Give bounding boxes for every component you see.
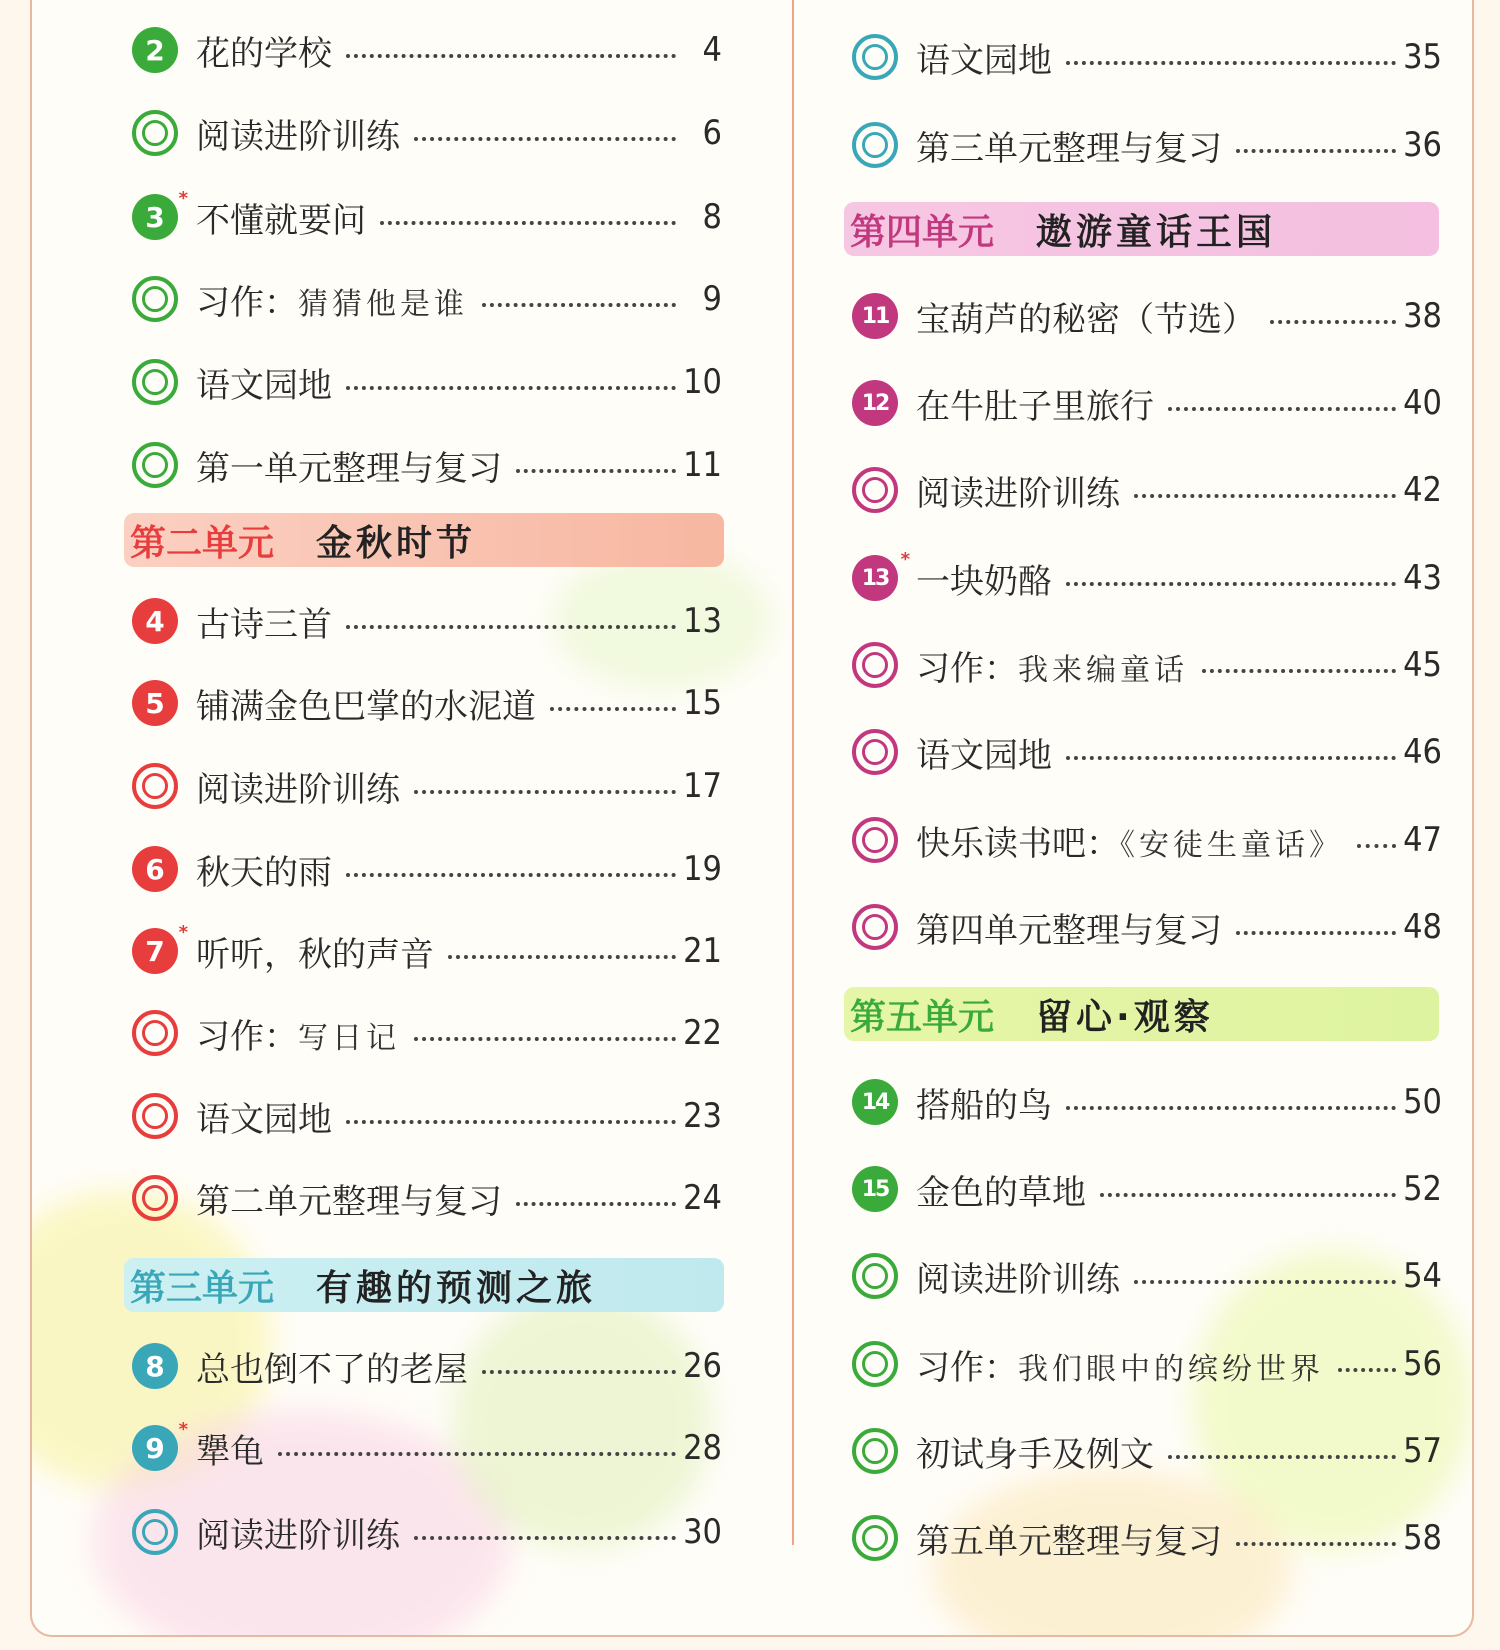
- optional-star-mark: *: [178, 922, 188, 943]
- unit-theme: 留心·观察: [1036, 996, 1214, 1038]
- page-number: 30: [683, 1512, 722, 1552]
- circle-icon: [132, 276, 178, 322]
- page-number: 9: [702, 279, 722, 319]
- entry-title: [196, 109, 400, 158]
- dot-leader: [1066, 1106, 1396, 1110]
- entry-title-text: 习作：: [196, 1016, 298, 1057]
- entry-title-text: 秋天的雨: [196, 852, 332, 893]
- optional-star-mark: *: [178, 188, 188, 209]
- toc-entry[interactable]: [852, 1513, 1442, 1563]
- entry-title-text: 总也倒不了的老屋: [196, 1349, 468, 1390]
- toc-entry[interactable]: [852, 32, 1442, 82]
- toc-entry[interactable]: [132, 274, 722, 324]
- unit-theme: 有趣的预测之旅: [316, 1267, 597, 1309]
- entry-title: [916, 641, 1188, 690]
- entry-title-text: 一块奶酪: [916, 561, 1052, 602]
- dot-leader: [346, 625, 676, 629]
- circle-icon: [132, 1509, 178, 1555]
- toc-entry[interactable]: [132, 1091, 722, 1141]
- page-number: 58: [1403, 1518, 1442, 1558]
- lesson-number-badge: [852, 293, 898, 339]
- entry-title-text: 听听，秋的声音: [196, 934, 434, 975]
- toc-entry[interactable]: [132, 1507, 722, 1557]
- entry-title: [196, 193, 366, 242]
- lesson-number-badge: [852, 380, 898, 426]
- toc-entry[interactable]: [852, 902, 1442, 952]
- toc-entry[interactable]: [132, 596, 722, 646]
- page-number: 26: [683, 1346, 722, 1386]
- entry-title: [196, 927, 434, 976]
- unit-theme: 遨游童话王国: [1036, 211, 1277, 253]
- entry-title-text: 语文园地: [916, 735, 1052, 776]
- dot-leader: [414, 137, 676, 141]
- entry-title: [196, 762, 400, 811]
- unit-label: 第五单元: [850, 996, 995, 1038]
- entry-title-text: 初试身手及例文: [916, 1434, 1154, 1475]
- circle-icon: [852, 467, 898, 513]
- dot-leader: [482, 1370, 676, 1374]
- page-number: 38: [1403, 296, 1442, 336]
- dot-leader: [1134, 1280, 1396, 1284]
- dot-leader: [516, 469, 676, 473]
- entry-title-text: 习作：: [916, 1347, 1018, 1388]
- entry-title: [196, 1009, 400, 1058]
- circle-icon: [132, 359, 178, 405]
- page-number: 28: [683, 1428, 722, 1468]
- entry-title-text: 阅读进阶训练: [196, 1515, 400, 1556]
- toc-entry[interactable]: [132, 1419, 722, 1473]
- page-number: 36: [1403, 125, 1442, 165]
- lesson-number-badge: [132, 922, 188, 974]
- page-number: 40: [1403, 383, 1442, 423]
- page-number: 15: [683, 683, 722, 723]
- dot-leader: [346, 873, 676, 877]
- toc-entry[interactable]: [852, 1426, 1442, 1476]
- dot-leader: [1134, 494, 1396, 498]
- entry-title: [196, 1174, 502, 1223]
- entry-title: [196, 597, 332, 646]
- entry-title: [196, 441, 502, 490]
- entry-title-text: 阅读进阶训练: [916, 473, 1120, 514]
- toc-entry[interactable]: [132, 922, 722, 976]
- entry-title-text: 搭船的鸟: [916, 1085, 1052, 1126]
- entry-title-text: 第五单元整理与复习: [916, 1521, 1222, 1562]
- lesson-number-badge: [132, 598, 178, 644]
- dot-leader: [414, 1536, 676, 1540]
- lesson-number-badge: [852, 1079, 898, 1125]
- unit-header: [844, 202, 1439, 256]
- entry-title-text: 习作：: [916, 648, 1018, 689]
- lesson-number: 4: [145, 604, 165, 638]
- entry-title: [196, 679, 536, 728]
- entry-title-text: 犟龟: [196, 1431, 264, 1472]
- unit-header: [844, 987, 1439, 1041]
- entry-title-text: 第四单元整理与复习: [916, 910, 1222, 951]
- entry-title: [916, 379, 1154, 428]
- lesson-number-badge: [132, 1419, 188, 1471]
- column-divider: [792, 0, 794, 1545]
- toc-entry[interactable]: [852, 1164, 1442, 1214]
- circle-icon: [852, 1341, 898, 1387]
- unit-header: [124, 1258, 724, 1312]
- circle-icon: [852, 1515, 898, 1561]
- dot-leader: [346, 54, 676, 58]
- lesson-number: 3: [145, 200, 165, 234]
- lesson-number: 11: [861, 303, 889, 329]
- page-number: 45: [1403, 645, 1442, 685]
- toc-entry[interactable]: [132, 761, 722, 811]
- circle-icon: [852, 817, 898, 863]
- dot-leader: [1066, 756, 1396, 760]
- page-number: 56: [1403, 1344, 1442, 1384]
- optional-star-mark: *: [178, 1419, 188, 1440]
- toc-entry[interactable]: [132, 1008, 722, 1058]
- page-number: 4: [702, 30, 722, 70]
- lesson-number-badge: [132, 27, 178, 73]
- entry-title-text: 阅读进阶训练: [916, 1259, 1120, 1300]
- lesson-number-badge: [132, 680, 178, 726]
- page-number: 17: [683, 766, 722, 806]
- toc-entry[interactable]: [852, 727, 1442, 777]
- toc-entry[interactable]: [132, 108, 722, 158]
- unit-header: [124, 513, 724, 567]
- toc-entry[interactable]: [132, 678, 722, 728]
- toc-entry[interactable]: [852, 1077, 1442, 1127]
- toc-entry[interactable]: [132, 440, 722, 490]
- dot-leader: [516, 1202, 676, 1206]
- lesson-number: 15: [861, 1176, 889, 1202]
- entry-title: [916, 1078, 1052, 1127]
- toc-entry[interactable]: [132, 357, 722, 407]
- toc-entry[interactable]: [852, 640, 1442, 690]
- entry-title: [916, 554, 1052, 603]
- dot-leader: [414, 790, 676, 794]
- lesson-number-badge: [852, 1166, 898, 1212]
- lesson-number-badge: [852, 549, 908, 601]
- toc-entry[interactable]: [132, 844, 722, 894]
- entry-title: [196, 1342, 468, 1391]
- circle-icon: [132, 442, 178, 488]
- dot-leader: [448, 955, 676, 959]
- table-of-contents-page: [30, 0, 1474, 1637]
- toc-entry[interactable]: [852, 1251, 1442, 1301]
- entry-title: [196, 358, 332, 407]
- lesson-number-badge: [132, 1343, 178, 1389]
- toc-entry[interactable]: [852, 378, 1442, 428]
- page-number: 47: [1403, 820, 1442, 860]
- dot-leader: [1066, 61, 1396, 65]
- entry-subtitle: 我们眼中的缤纷世界: [1018, 1351, 1324, 1387]
- entry-title: [196, 845, 332, 894]
- entry-title-text: 不懂就要问: [196, 200, 366, 241]
- lesson-number-badge: [132, 846, 178, 892]
- page-number: 10: [683, 362, 722, 402]
- entry-title-text: 语文园地: [916, 40, 1052, 81]
- page-number: 42: [1403, 470, 1442, 510]
- entry-title-text: 第一单元整理与复习: [196, 448, 502, 489]
- entry-title: [916, 1252, 1120, 1301]
- toc-entry[interactable]: [852, 1339, 1442, 1389]
- dot-leader: [482, 303, 676, 307]
- entry-title-text: 阅读进阶训练: [196, 769, 400, 810]
- dot-leader: [414, 1037, 676, 1041]
- toc-entry[interactable]: [132, 1173, 722, 1223]
- entry-title: [196, 1092, 332, 1141]
- lesson-number: 6: [145, 852, 165, 886]
- entry-title: [916, 1427, 1154, 1476]
- entry-title: [916, 33, 1052, 82]
- toc-entry[interactable]: [852, 465, 1442, 515]
- lesson-number: 9: [145, 1431, 165, 1465]
- page-number: 52: [1403, 1169, 1442, 1209]
- toc-entry[interactable]: [852, 549, 1442, 603]
- dot-leader: [1202, 669, 1396, 673]
- dot-leader: [1236, 1542, 1396, 1546]
- toc-entry[interactable]: [132, 1341, 722, 1391]
- entry-title: [196, 26, 332, 75]
- dot-leader: [1270, 320, 1396, 324]
- dot-leader: [1236, 149, 1396, 153]
- entry-title: [916, 1165, 1086, 1214]
- entry-title: [916, 292, 1256, 341]
- entry-subtitle: 写日记: [298, 1020, 400, 1056]
- dot-leader: [278, 1452, 676, 1456]
- unit-label: 第三单元: [130, 1267, 275, 1309]
- entry-title-text: 阅读进阶训练: [196, 116, 400, 157]
- page-number: 21: [683, 931, 722, 971]
- lesson-number: 7: [145, 934, 165, 968]
- optional-star-mark: *: [900, 549, 908, 570]
- lesson-number: 12: [861, 390, 889, 416]
- entry-title-text: 语文园地: [196, 365, 332, 406]
- entry-title-text: 花的学校: [196, 33, 332, 74]
- dot-leader: [1236, 931, 1396, 935]
- page-number: 57: [1403, 1431, 1442, 1471]
- circle-icon: [852, 1253, 898, 1299]
- dot-leader: [346, 386, 676, 390]
- page-number: 46: [1403, 732, 1442, 772]
- page-number: 35: [1403, 37, 1442, 77]
- circle-icon: [132, 763, 178, 809]
- page-number: 23: [683, 1096, 722, 1136]
- circle-icon: [132, 110, 178, 156]
- entry-title-text: 铺满金色巴掌的水泥道: [196, 686, 536, 727]
- lesson-number: 14: [861, 1089, 889, 1115]
- toc-entry[interactable]: [132, 188, 722, 242]
- page-number: 22: [683, 1013, 722, 1053]
- dot-leader: [1100, 1193, 1396, 1197]
- entry-title-text: 宝葫芦的秘密（节选）: [916, 299, 1256, 340]
- entry-title-text: 第三单元整理与复习: [916, 128, 1222, 169]
- entry-subtitle: 猜猜他是谁: [298, 286, 468, 322]
- lesson-number: 2: [145, 33, 165, 67]
- dot-leader: [1168, 1455, 1396, 1459]
- entry-title: [196, 1508, 400, 1557]
- circle-icon: [852, 122, 898, 168]
- entry-title: [916, 466, 1120, 515]
- entry-title: [916, 816, 1343, 865]
- circle-icon: [852, 729, 898, 775]
- entry-title: [916, 903, 1222, 952]
- dot-leader: [1168, 407, 1396, 411]
- page-number: 24: [683, 1178, 722, 1218]
- toc-entry[interactable]: [132, 25, 722, 75]
- toc-entry[interactable]: [852, 815, 1442, 865]
- circle-icon: [852, 904, 898, 950]
- page-number: 11: [683, 445, 722, 485]
- dot-leader: [380, 221, 676, 225]
- circle-icon: [132, 1093, 178, 1139]
- page-number: 8: [702, 197, 722, 237]
- entry-subtitle: 《安徒生童话》: [1120, 827, 1343, 863]
- dot-leader: [1357, 844, 1396, 848]
- unit-theme: 金秋时节: [316, 522, 477, 564]
- toc-entry[interactable]: [852, 291, 1442, 341]
- circle-icon: [852, 1428, 898, 1474]
- entry-subtitle: 我来编童话: [1018, 652, 1188, 688]
- circle-icon: [852, 642, 898, 688]
- entry-title-text: 第二单元整理与复习: [196, 1181, 502, 1222]
- dot-leader: [1338, 1368, 1396, 1372]
- page-number: 6: [702, 113, 722, 153]
- page-number: 19: [683, 849, 722, 889]
- page-number: 54: [1403, 1256, 1442, 1296]
- lesson-number: 5: [145, 686, 165, 720]
- lesson-number-badge: [132, 188, 188, 240]
- page-number: 43: [1403, 558, 1442, 598]
- circle-icon: [852, 34, 898, 80]
- page-number: 50: [1403, 1082, 1442, 1122]
- entry-title-text: 快乐读书吧：: [916, 823, 1120, 864]
- entry-title-text: 习作：: [196, 282, 298, 323]
- entry-title: [916, 1514, 1222, 1563]
- entry-title-text: 古诗三首: [196, 604, 332, 645]
- entry-title: [916, 1340, 1324, 1389]
- entry-title: [916, 728, 1052, 777]
- page-number: 48: [1403, 907, 1442, 947]
- dot-leader: [550, 707, 676, 711]
- entry-title: [196, 275, 468, 324]
- entry-title: [196, 1424, 264, 1473]
- dot-leader: [346, 1120, 676, 1124]
- entry-title-text: 在牛肚子里旅行: [916, 386, 1154, 427]
- entry-title-text: 金色的草地: [916, 1172, 1086, 1213]
- lesson-number: 8: [145, 1349, 165, 1383]
- page-number: 13: [683, 601, 722, 641]
- entry-title: [916, 121, 1222, 170]
- unit-label: 第四单元: [850, 211, 995, 253]
- dot-leader: [1066, 582, 1396, 586]
- toc-entry[interactable]: [852, 120, 1442, 170]
- circle-icon: [132, 1175, 178, 1221]
- circle-icon: [132, 1010, 178, 1056]
- entry-title-text: 语文园地: [196, 1099, 332, 1140]
- lesson-number: 13: [861, 565, 889, 591]
- unit-label: 第二单元: [130, 522, 275, 564]
